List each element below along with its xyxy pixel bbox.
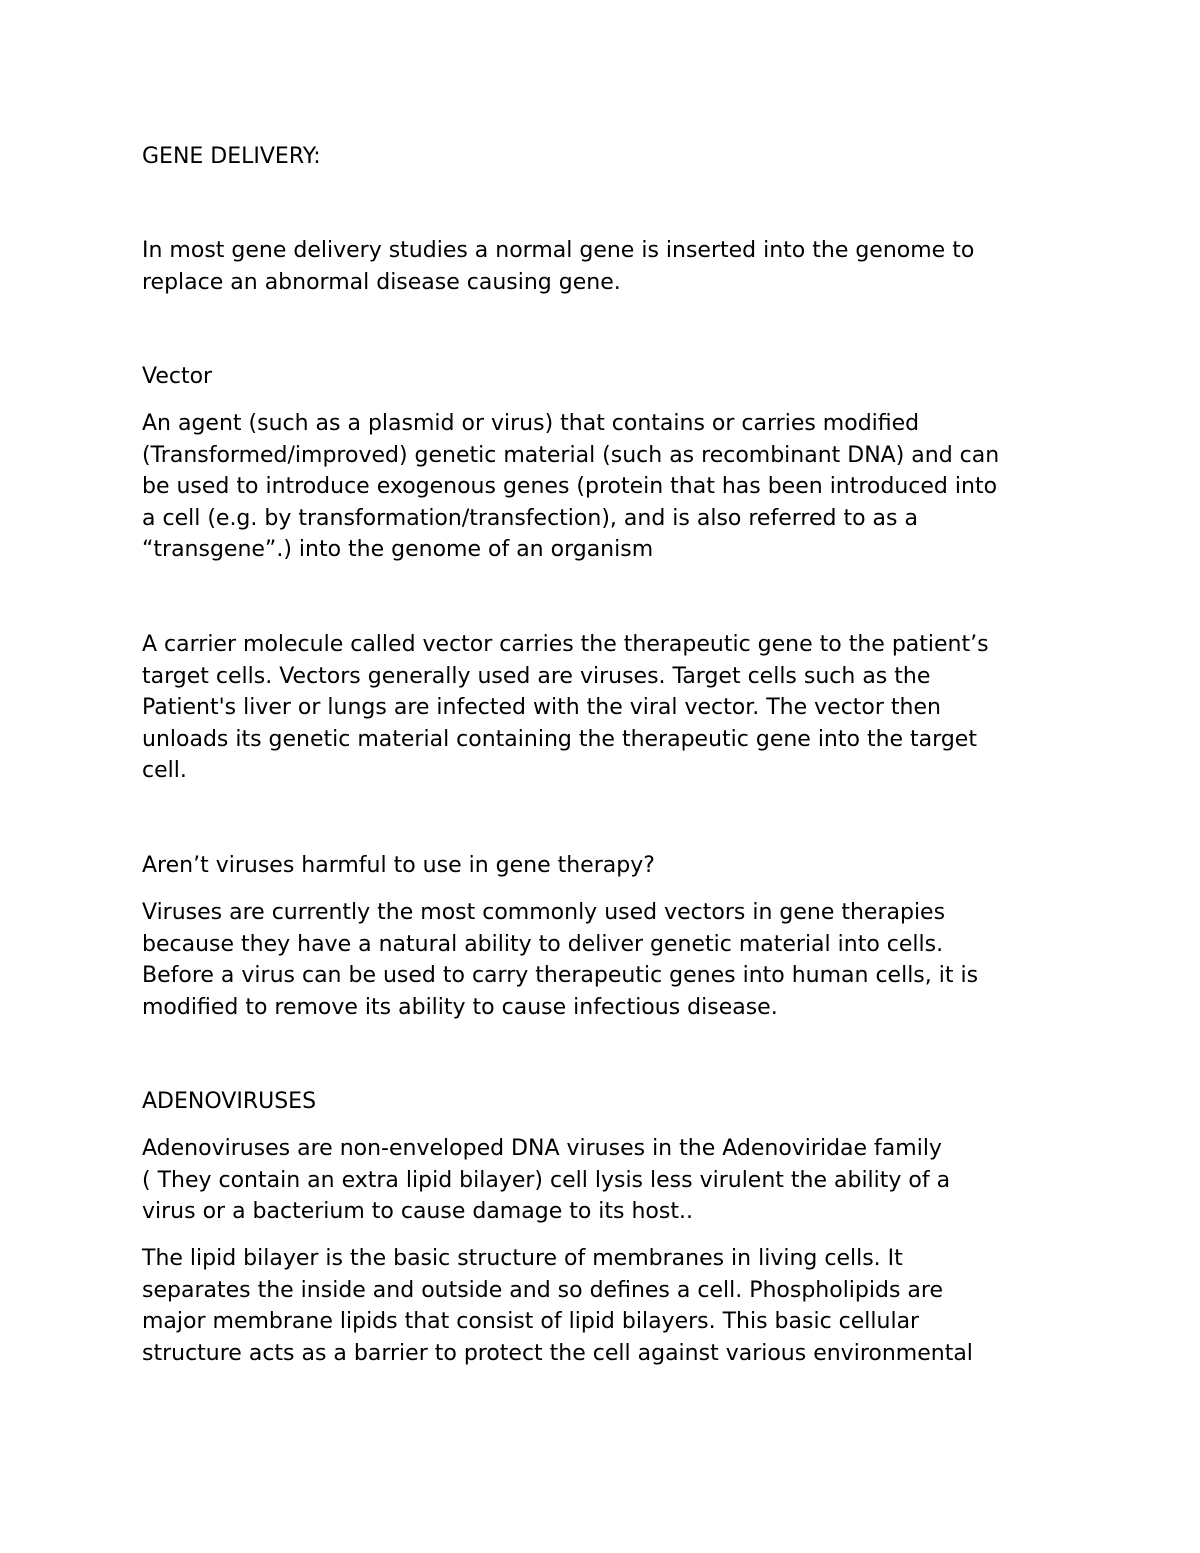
paragraph-line: separates the inside and outside and so defines a cell. Phospholipids are xyxy=(142,1277,943,1303)
paragraph-line: because they have a natural ability to deliver genetic material into cells. xyxy=(142,931,944,957)
paragraph-line: (Transformed/improved) genetic material (such as recombinant DNA) and can xyxy=(142,442,1000,468)
paragraph-line: virus or a bacterium to cause damage to its host.. xyxy=(142,1199,693,1224)
paragraph-line: Adenoviruses are non-enveloped DNA viruses in the Adenoviridae family xyxy=(142,1136,942,1161)
intro-paragraph xyxy=(142,235,1082,298)
adenoviruses-paragraph xyxy=(142,1133,1082,1228)
paragraph-line: Before a virus can be used to carry therapeutic genes into human cells, it is xyxy=(142,963,979,988)
adenoviruses-heading: ADENOVIRUSES xyxy=(142,1089,317,1114)
vector-heading: Vector xyxy=(142,364,213,389)
paragraph-line: In most gene delivery studies a normal gene is inserted into the genome to xyxy=(142,238,975,263)
paragraph-line: modified to remove its ability to cause infectious disease. xyxy=(142,994,778,1020)
carrier-paragraph xyxy=(142,629,1082,787)
paragraph-line: ( They contain an extra lipid bilayer) cell lysis less virulent the ability of a xyxy=(142,1167,951,1193)
paragraph-line: An agent (such as a plasmid or virus) that contains or carries modified xyxy=(142,411,920,436)
paragraph-line: Viruses are currently the most commonly used vectors in gene therapies xyxy=(142,900,946,925)
paragraph-line: cell. xyxy=(142,758,187,783)
paragraph-line: be used to introduce exogenous genes (protein that has been introduced into xyxy=(142,474,998,499)
paragraph-line: A carrier molecule called vector carries the therapeutic gene to the patient’s xyxy=(142,632,989,657)
paragraph-line: “transgene”.) into the genome of an organism xyxy=(142,537,654,562)
lipid-bilayer-paragraph xyxy=(142,1243,1082,1369)
paragraph-line: unloads its genetic material containing the therapeutic gene into the target xyxy=(142,726,977,752)
paragraph-line: The lipid bilayer is the basic structure of membranes in living cells. It xyxy=(142,1246,903,1271)
document-heading: GENE DELIVERY: xyxy=(142,144,321,169)
paragraph-line: structure acts as a barrier to protect the cell against various environmental xyxy=(142,1340,973,1366)
paragraph-line: target cells. Vectors generally used are viruses. Target cells such as the xyxy=(142,663,931,689)
paragraph-line: major membrane lipids that consist of lipid bilayers. This basic cellular xyxy=(142,1309,920,1334)
paragraph-line: Patient's liver or lungs are infected with the viral vector. The vector then xyxy=(142,695,941,720)
vector-definition-paragraph xyxy=(142,408,1082,566)
paragraph-line: replace an abnormal disease causing gene. xyxy=(142,269,621,295)
paragraph-line: a cell (e.g. by transformation/transfection), and is also referred to as a xyxy=(142,505,918,531)
question-heading: Aren’t viruses harmful to use in gene therapy? xyxy=(142,853,655,878)
answer-paragraph xyxy=(142,897,1082,1023)
